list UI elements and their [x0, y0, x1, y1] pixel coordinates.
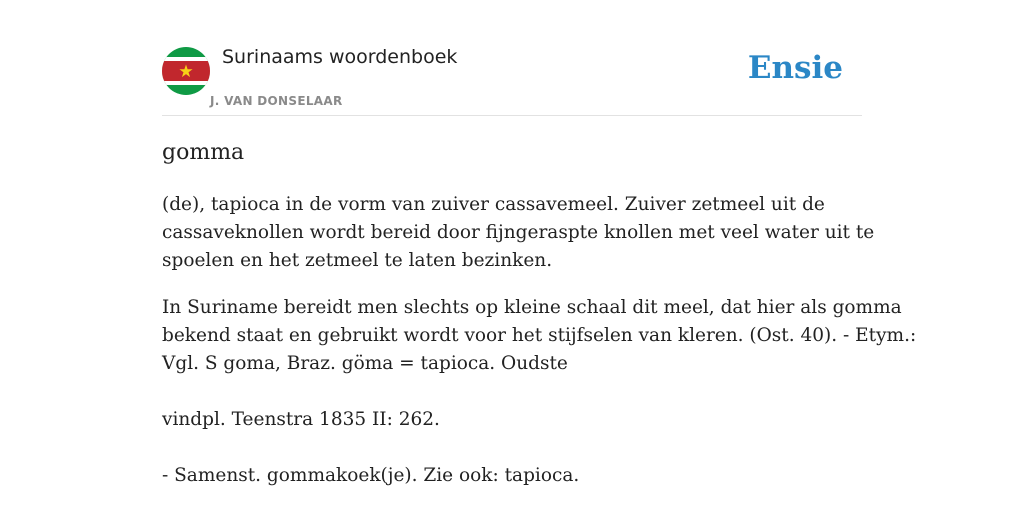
- definition-line: cassaveknollen wordt bereid door fijngeraspte knollen met veel water uit te: [162, 222, 875, 243]
- definition-line: - Samenst. gommakoek(je). Zie ook: tapioca.: [162, 465, 580, 486]
- ensie-logo[interactable]: Ensie: [747, 50, 843, 86]
- header-divider: [162, 115, 862, 116]
- definition-body: [162, 191, 917, 490]
- definition-line: (de), tapioca in de vorm van zuiver cassavemeel. Zuiver zetmeel uit de: [162, 194, 825, 215]
- definition-line: In Suriname bereidt men slechts op kleine schaal dit meel, dat hier als gomma: [162, 297, 902, 318]
- headword: gomma: [162, 140, 245, 165]
- definition-line: Vgl. S goma, Braz. göma = tapioca. Oudste: [162, 353, 568, 374]
- definition-paragraph: [162, 191, 875, 275]
- line-break: [162, 434, 862, 462]
- line-break: [162, 378, 862, 406]
- suriname-flag-icon: [162, 47, 210, 95]
- dictionary-title[interactable]: Surinaams woordenboek: [222, 46, 458, 68]
- definition-line: bekend staat en gebruikt wordt voor het stijfselen van kleren. (Ost. 40). - Etym.:: [162, 325, 917, 346]
- definition-paragraph: [162, 294, 917, 490]
- definition-line: vindpl. Teenstra 1835 II: 262.: [162, 409, 440, 430]
- dictionary-author[interactable]: J. VAN DONSELAAR: [210, 94, 343, 108]
- definition-line: spoelen en het zetmeel te laten bezinken.: [162, 250, 553, 271]
